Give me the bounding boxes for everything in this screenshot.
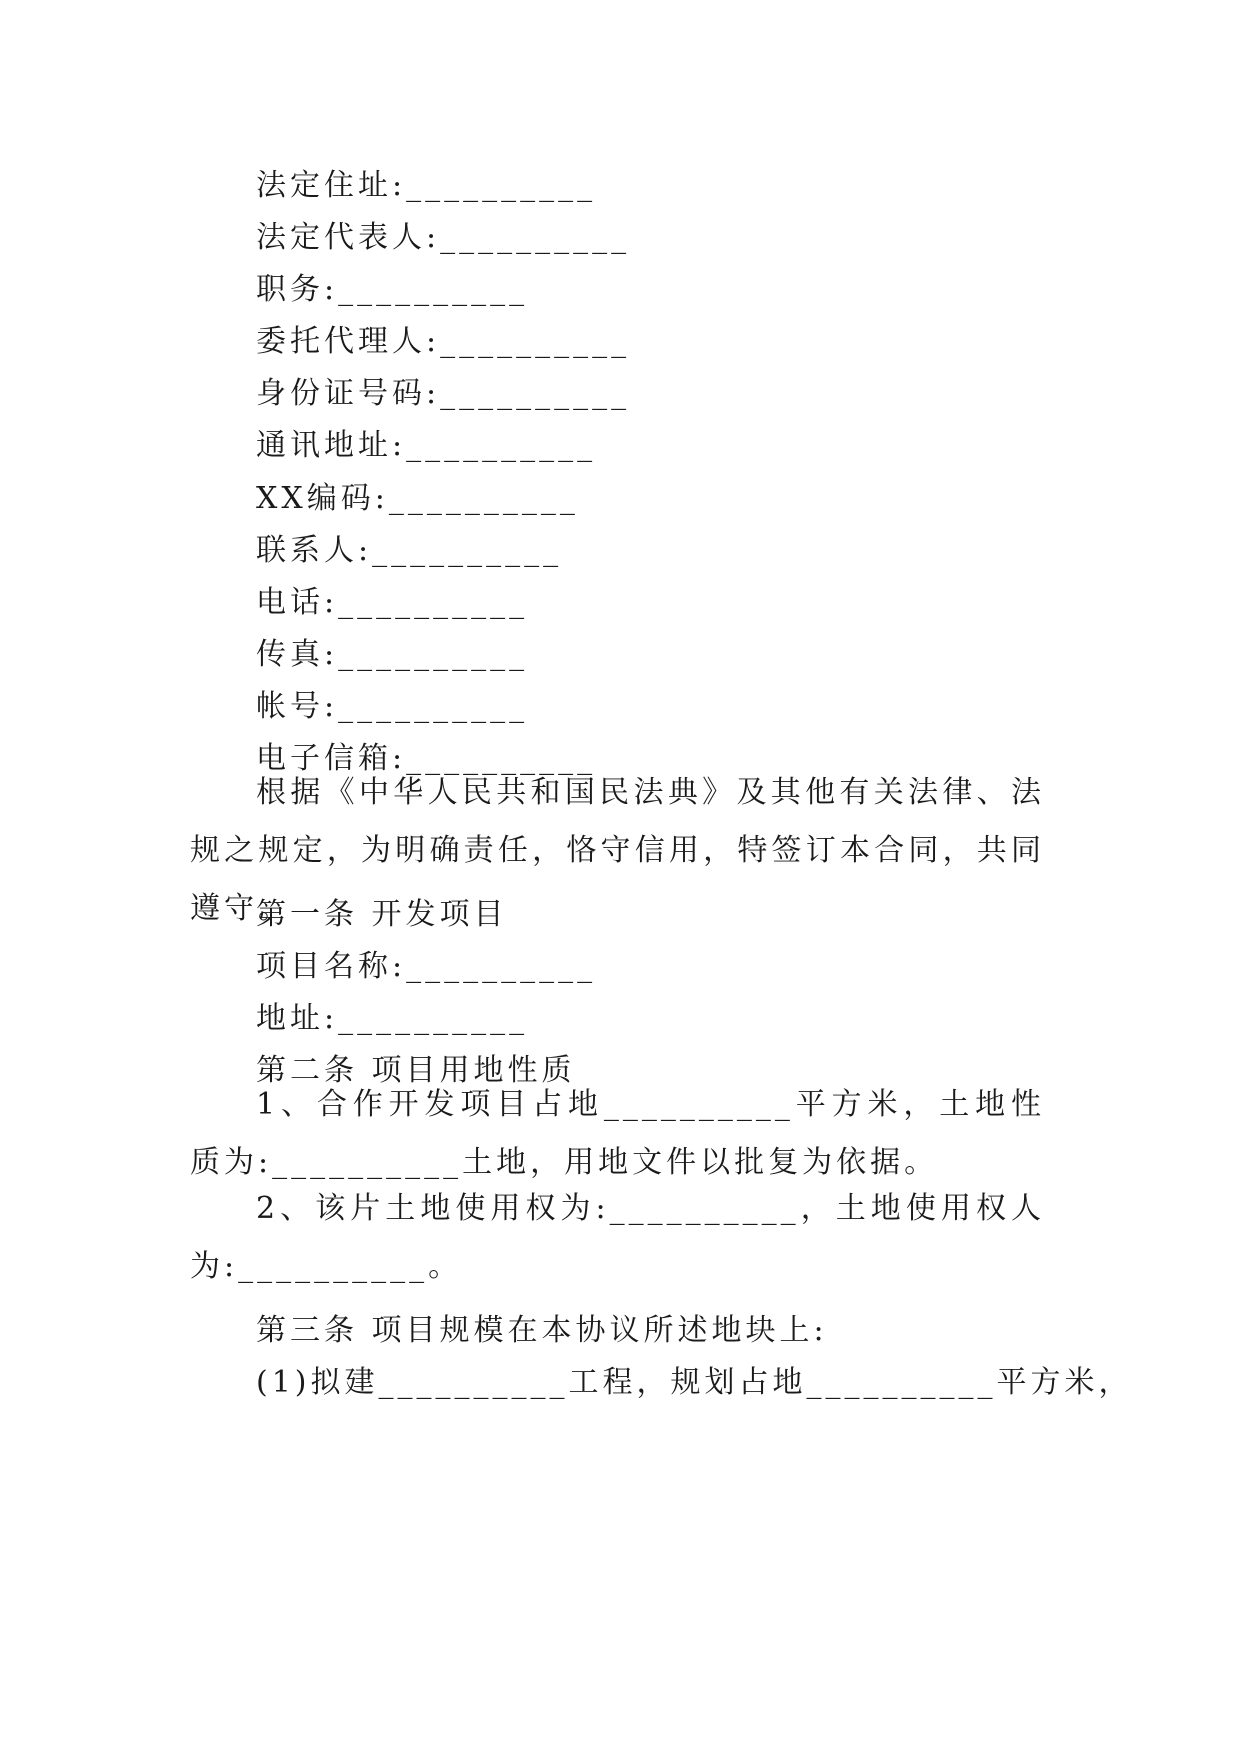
field-legal-address: 法定住址:__________: [256, 168, 597, 203]
field-legal-representative: 法定代表人:__________: [256, 220, 631, 255]
article3-heading: 第三条 项目规模在本协议所述地块上:: [256, 1313, 828, 1348]
field-authorized-agent: 委托代理人:__________: [256, 324, 631, 359]
field-account: 帐号:__________: [256, 689, 529, 724]
article2-item2: 2、该片土地使用权为:__________，土地使用权人为:__________。: [190, 1191, 1045, 1284]
field-position: 职务:__________: [256, 272, 529, 307]
field-fax: 传真:__________: [256, 637, 529, 672]
intro-paragraph: 根据《中华人民共和国民法典》及其他有关法律、法规之规定，为明确责任，恪守信用，特签订本合同，共同遵守。: [190, 775, 1045, 926]
field-id-number: 身份证号码:__________: [256, 376, 631, 411]
article2-item1: 1、合作开发项目占地__________平方米，土地性质为:__________土地，用地文件以批复为依据。: [190, 1087, 1045, 1180]
field-mailing-address: 通讯地址:__________: [256, 428, 597, 463]
article1-heading: 第一条 开发项目: [256, 897, 508, 932]
field-email: 电子信箱:__________: [256, 741, 597, 776]
field-project-name: 项目名称:__________: [256, 949, 597, 984]
field-project-address: 地址:__________: [256, 1001, 529, 1036]
article3-item1: (1)拟建__________工程，规划占地__________平方米，: [256, 1365, 1133, 1400]
article2-heading: 第二条 项目用地性质: [256, 1053, 576, 1088]
field-contact: 联系人:__________: [256, 533, 563, 568]
field-code: XX编码:__________: [256, 481, 579, 516]
field-phone: 电话:__________: [256, 585, 529, 620]
